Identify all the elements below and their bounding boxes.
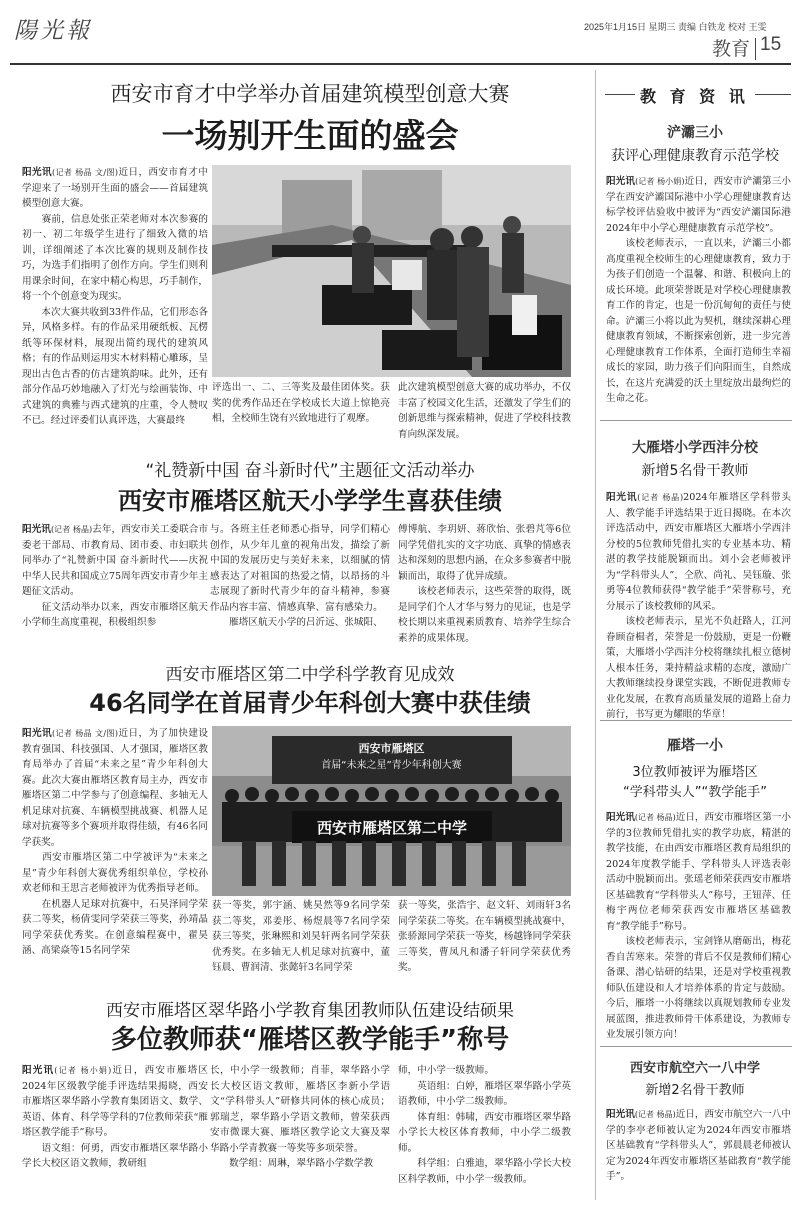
article1-photo	[212, 165, 571, 377]
photo-banner-school: 西安市雁塔区第二中学	[316, 819, 467, 837]
page-number: 15	[760, 34, 782, 55]
column-rule-right	[755, 94, 791, 95]
masthead-logo: 陽光報	[14, 18, 92, 44]
side4-text: 阳光讯(记者 杨晶)近日，西安市航空六一八中学的李亭老师被认定为2024年西安市雁塔区基础教育“学科带头人”，郭晨晨老师被认定为2024年西安市雁塔区基础教育“教学能手”。	[606, 1109, 791, 1182]
side-rule-2	[600, 720, 792, 721]
header-rule	[10, 63, 791, 65]
photo-banner-sub: 首届“未来之星”青少年科创大赛	[321, 760, 462, 771]
side4-headline: 新增2名骨干教师	[645, 1083, 745, 1098]
article3-group-photo	[212, 726, 571, 896]
article4-text-2: 长，中小学一级教师；肖菲，翠华路小学长大校区语文教师，雁塔区李新小学语文“学科带头人”研修共同体的核心成员；郭瑞芝，翠华路小学语文教师，曾荣获西安市微课大赛、雁塔区教学论文大赛及翠华路小学青教赛一等奖等多项荣誉。 数学组：周琳，翠华路小学数学教	[210, 1065, 390, 1169]
article4-text-3: 师，中小学一级教师。 英语组：白婷，雁塔区翠华路小学英语教师，中小学二级教师。 体育组：韩啸，西安市雁塔区翠华路小学长大校区体育教师，中小学二级教师。 科学组：白雅迪，翠华路小学长大校区科学教师，中小学一级教师。	[398, 1065, 571, 1185]
article3-title: 46名同学在首届青少年科创大赛中获佳绩	[89, 689, 531, 717]
side3-text: 阳光讯(记者 杨晶)近日，西安市雁塔区第一小学的3位教师凭借扎实的教学功底，精湛的教学技能，在由西安市雁塔区教育局组织的2024年度教学能手、学科带头人评选表彰活动中脱颖而出。张瑶老师荣获西安市雁塔区基础教育“学科带头人”称号，王钮萍、任梅宇两位老师荣获西安市雁塔区基础教育“教学能手”称号。 该校老师表示，宝剑锋从磨砺出，梅花香自苦寒来。荣誉的背后不仅是教师们精心备课、潜心钻研的结果，还是对学校重视教师队伍建设和人才培养体系的肯定与鼓励。今后，雁塔一小将继续以真规划教师专业发展蓝图，推进教师骨干体系建设，为教师专业发展引领方向！	[606, 812, 791, 1040]
article2-text-2: 与。各班主任老师悉心指导，同学们精心创作，从少年儿童的视角出发，描绘了新中国的发展历史与美好未来，以细腻的情感表达了对祖国的热爱之情，以昂扬的斗志展现了新时代青少年的奋斗精神，参赛作品内容丰富、情感真挚、富有感染力。 雁塔区航天小学的吕沂远、张城阳、	[210, 524, 390, 628]
article4-title: 多位教师获“雁塔区教学能手”称号	[110, 1025, 510, 1055]
sidebar-divider	[595, 70, 596, 1200]
article1-title: 一场别开生面的盛会	[161, 116, 459, 155]
dateline: 2025年1月15日 星期三 责编 白铁龙 校对 王雯	[584, 22, 767, 32]
side3-headline: 3位教师被评为雁塔区	[632, 765, 758, 780]
side2-headline: 新增5名骨干教师	[641, 463, 749, 479]
side4-school: 西安市航空六一八中学	[629, 1061, 760, 1076]
side1-headline: 获评心理健康教育示范学校	[611, 148, 779, 164]
article2-text-3: 傅博航、李玥妍、蒋欣怡、张碧芃等6位同学凭借扎实的文字功底、真挚的情感表达和深刻的思想内涵，在众多参赛者中脱颖而出，取得了优异成绩。 该校老师表示，这些荣誉的取得，既是同学们个人才华与努力的见证，也是学校长期以来重视素质教育、培养学生综合素养的成果体现。	[398, 524, 571, 644]
article4-subtitle: 西安市雁塔区翠华路小学教育集团教师队伍建设结硕果	[106, 1001, 514, 1021]
article1-text-3: 此次建筑模型创意大赛的成功举办，不仅丰富了校园文化生活，还激发了学生们的创新思维与探索精神，促进了学校科技教育向纵深发展。	[398, 382, 571, 440]
side2-text: 阳光讯(记者 杨晶)2024年雁塔区学科带头人、教学能手评选结果于近日揭晓。在本次评选活动中，西安市雁塔区大雁塔小学西沣分校的5位教师凭借扎实的专业基本功、精湛的教学技能脱颖而出。刘小会老师被评为“学科带头人”，仝欣、尚礼、吴钰璇、张勇等4位教师获得“教学能手”荣誉称号，充分展示了该校教师的风采。 该校老师表示，星光不负赶路人，江河眷顾奋楫者，荣誉是一份鼓励，更是一份鞭策，大雁塔小学西沣分校将继续扎根立德树人根本任务，秉持精益求精的态度，激励广大教师继续投身课堂实践，不断促进教师专业化发展，在教育高质量发展的道路上奋力前行，书写更为耀眼的华章！	[606, 492, 791, 720]
side3-school: 雁塔一小	[667, 738, 723, 754]
photo-banner-top: 西安市雁塔区	[358, 742, 425, 755]
side1-school: 浐灞三小	[667, 125, 723, 141]
article1-text-1: 阳光讯(记者 杨晶 文/图)近日，西安市育才中学迎来了一场别开生面的盛会——首届建筑模型创意大赛。 赛前，信息处张正荣老师对本次参赛的初一、初二年级学生进行了细致入微的培训，详细阐述了本次比赛的规则及制作技巧，为选手们指明了创作方向。学生们则利用课余时间，在家中精心构思，巧手制作，将一个个创意变为现实。 本次大赛共收到33件作品，它们形态各异，风格多样。有的作品采用硬纸板、瓦楞纸等环保材料，展现出简约现代的建筑风格；有的作品则运用实木材料精心雕琢，呈现出古色古香的仿古建筑韵味。此外，还有部分作品巧妙地融入了灯光与绘画装饰、中式建筑的典雅与西式建筑的庄重，令人赞叹不已。经过评委们认真评选，大赛最终	[22, 167, 209, 426]
side2-school: 大雁塔小学西沣分校	[632, 440, 758, 456]
article4-text-1: 阳光讯(记者 杨小娟)近日，西安市雁塔区2024年区级教学能手评选结果揭晓，西安市雁塔区翠华路小学教育集团语文、数学、英语、体育、科学等学科的7位教师荣获“雁塔区教学能手”称号。 语文组：何勇，西安市雁塔区翠华路小学长大校区语文教师，教研组	[22, 1065, 209, 1169]
article3-text-3: 获一等奖，张浩宇、赵文轩、刘雨轩3名同学荣获二等奖。在车辆模型挑战赛中，张骄源同学荣获一等奖，杨越锋同学荣获三等奖，曹凤凡和潘子轩同学荣获优秀奖。	[398, 900, 571, 973]
side3-headline-2: “学科带头人”“教学能手”	[623, 785, 767, 800]
side-rule-1	[600, 420, 792, 421]
article3-subtitle: 西安市雁塔区第二中学科学教育见成效	[165, 665, 455, 685]
section-label: 教育	[712, 39, 751, 60]
article2-title: 西安市雁塔区航天小学学生喜获佳绩	[118, 487, 502, 515]
article2-subtitle: “礼赞新中国 奋斗新时代”主题征文活动举办	[145, 461, 475, 481]
column-title: 教 育 资 讯	[640, 87, 749, 106]
article1-subtitle: 西安市育才中学举办首届建筑模型创意大赛	[110, 82, 510, 106]
article3-text-2: 获一等奖，郭宇涵、姚昊然等9名同学荣获二等奖，邓姜彤、杨煜晨等7名同学荣获三等奖，张琳熙和刘昊轩两名同学荣获优秀奖。在多轴无人机足球对抗赛中，董钰晨、曹润清、张懿轩3名同学荣	[212, 900, 390, 973]
article2-text-1: 阳光讯(记者 杨晶)去年，西安市关工委联合市委老干部局、市教育局、团市委、市妇联共同举办了“礼赞新中国 奋斗新时代——庆祝中华人民共和国成立75周年西安市青少年主题征文活动。 征文活动举办以来，西安市雁塔区航天小学师生高度重视，积极组织参	[22, 524, 208, 628]
side-rule-3	[600, 1046, 792, 1047]
article3-text-1: 阳光讯(记者 杨晶 文/图)近日，为了加快建设教育强国、科技强国、人才强国，雁塔区教育局举办了首届“未来之星”青少年科创大赛。此次大赛由雁塔区教育局主办，西安市雁塔区第二中学参与了创意编程、多轴无人机足球对抗赛、车辆模型挑战赛、机器人足球对抗赛等多个赛项并取得佳绩，有46名同学获奖。 西安市雁塔区第二中学被评为“未来之星”青少年科创大赛优秀组织单位，学校孙欢老师和王思言老师被评为优秀指导老师。 在机器人足球对抗赛中，石昊泽同学荣获二等奖，杨倩雯同学荣获三等奖，孙靖晶同学荣获优秀奖。在创意编程赛中，翟昊涵、高梁焱等15名同学荣	[22, 728, 209, 956]
section-divider	[755, 38, 756, 60]
column-rule-left	[605, 94, 635, 95]
article1-text-2: 评选出一、二、三等奖及最佳团体奖。获奖的优秀作品还在学校成长大道上惊艳亮相，全校师生饶有兴致地进行了观摩。	[212, 382, 390, 424]
side1-text: 阳光讯(记者 杨小娟)近日，西安市浐灞第三小学在西安浐灞国际港中小学心理健康教育达标学校评估验收中被评为“西安浐灞国际港2024年中小学心理健康教育示范学校”。 该校老师表示，一直以来，浐灞三小都高度重视全校师生的心理健康教育，致力于为孩子们创造一个温馨、和谐、积极向上的成长环境。此项荣誉既是对学校心理健康教育工作的肯定，也是一份沉甸甸的责任与使命。浐灞三小将以此为契机，继续深耕心理健康教育领域，不断探索创新，进一步完善心理健康教育工作体系，全面打造师生幸福成长的家园，助力孩子们向阳而生，自然成长，在这片充满爱的沃土里绽放出最绚烂的生命之花。	[606, 176, 792, 404]
